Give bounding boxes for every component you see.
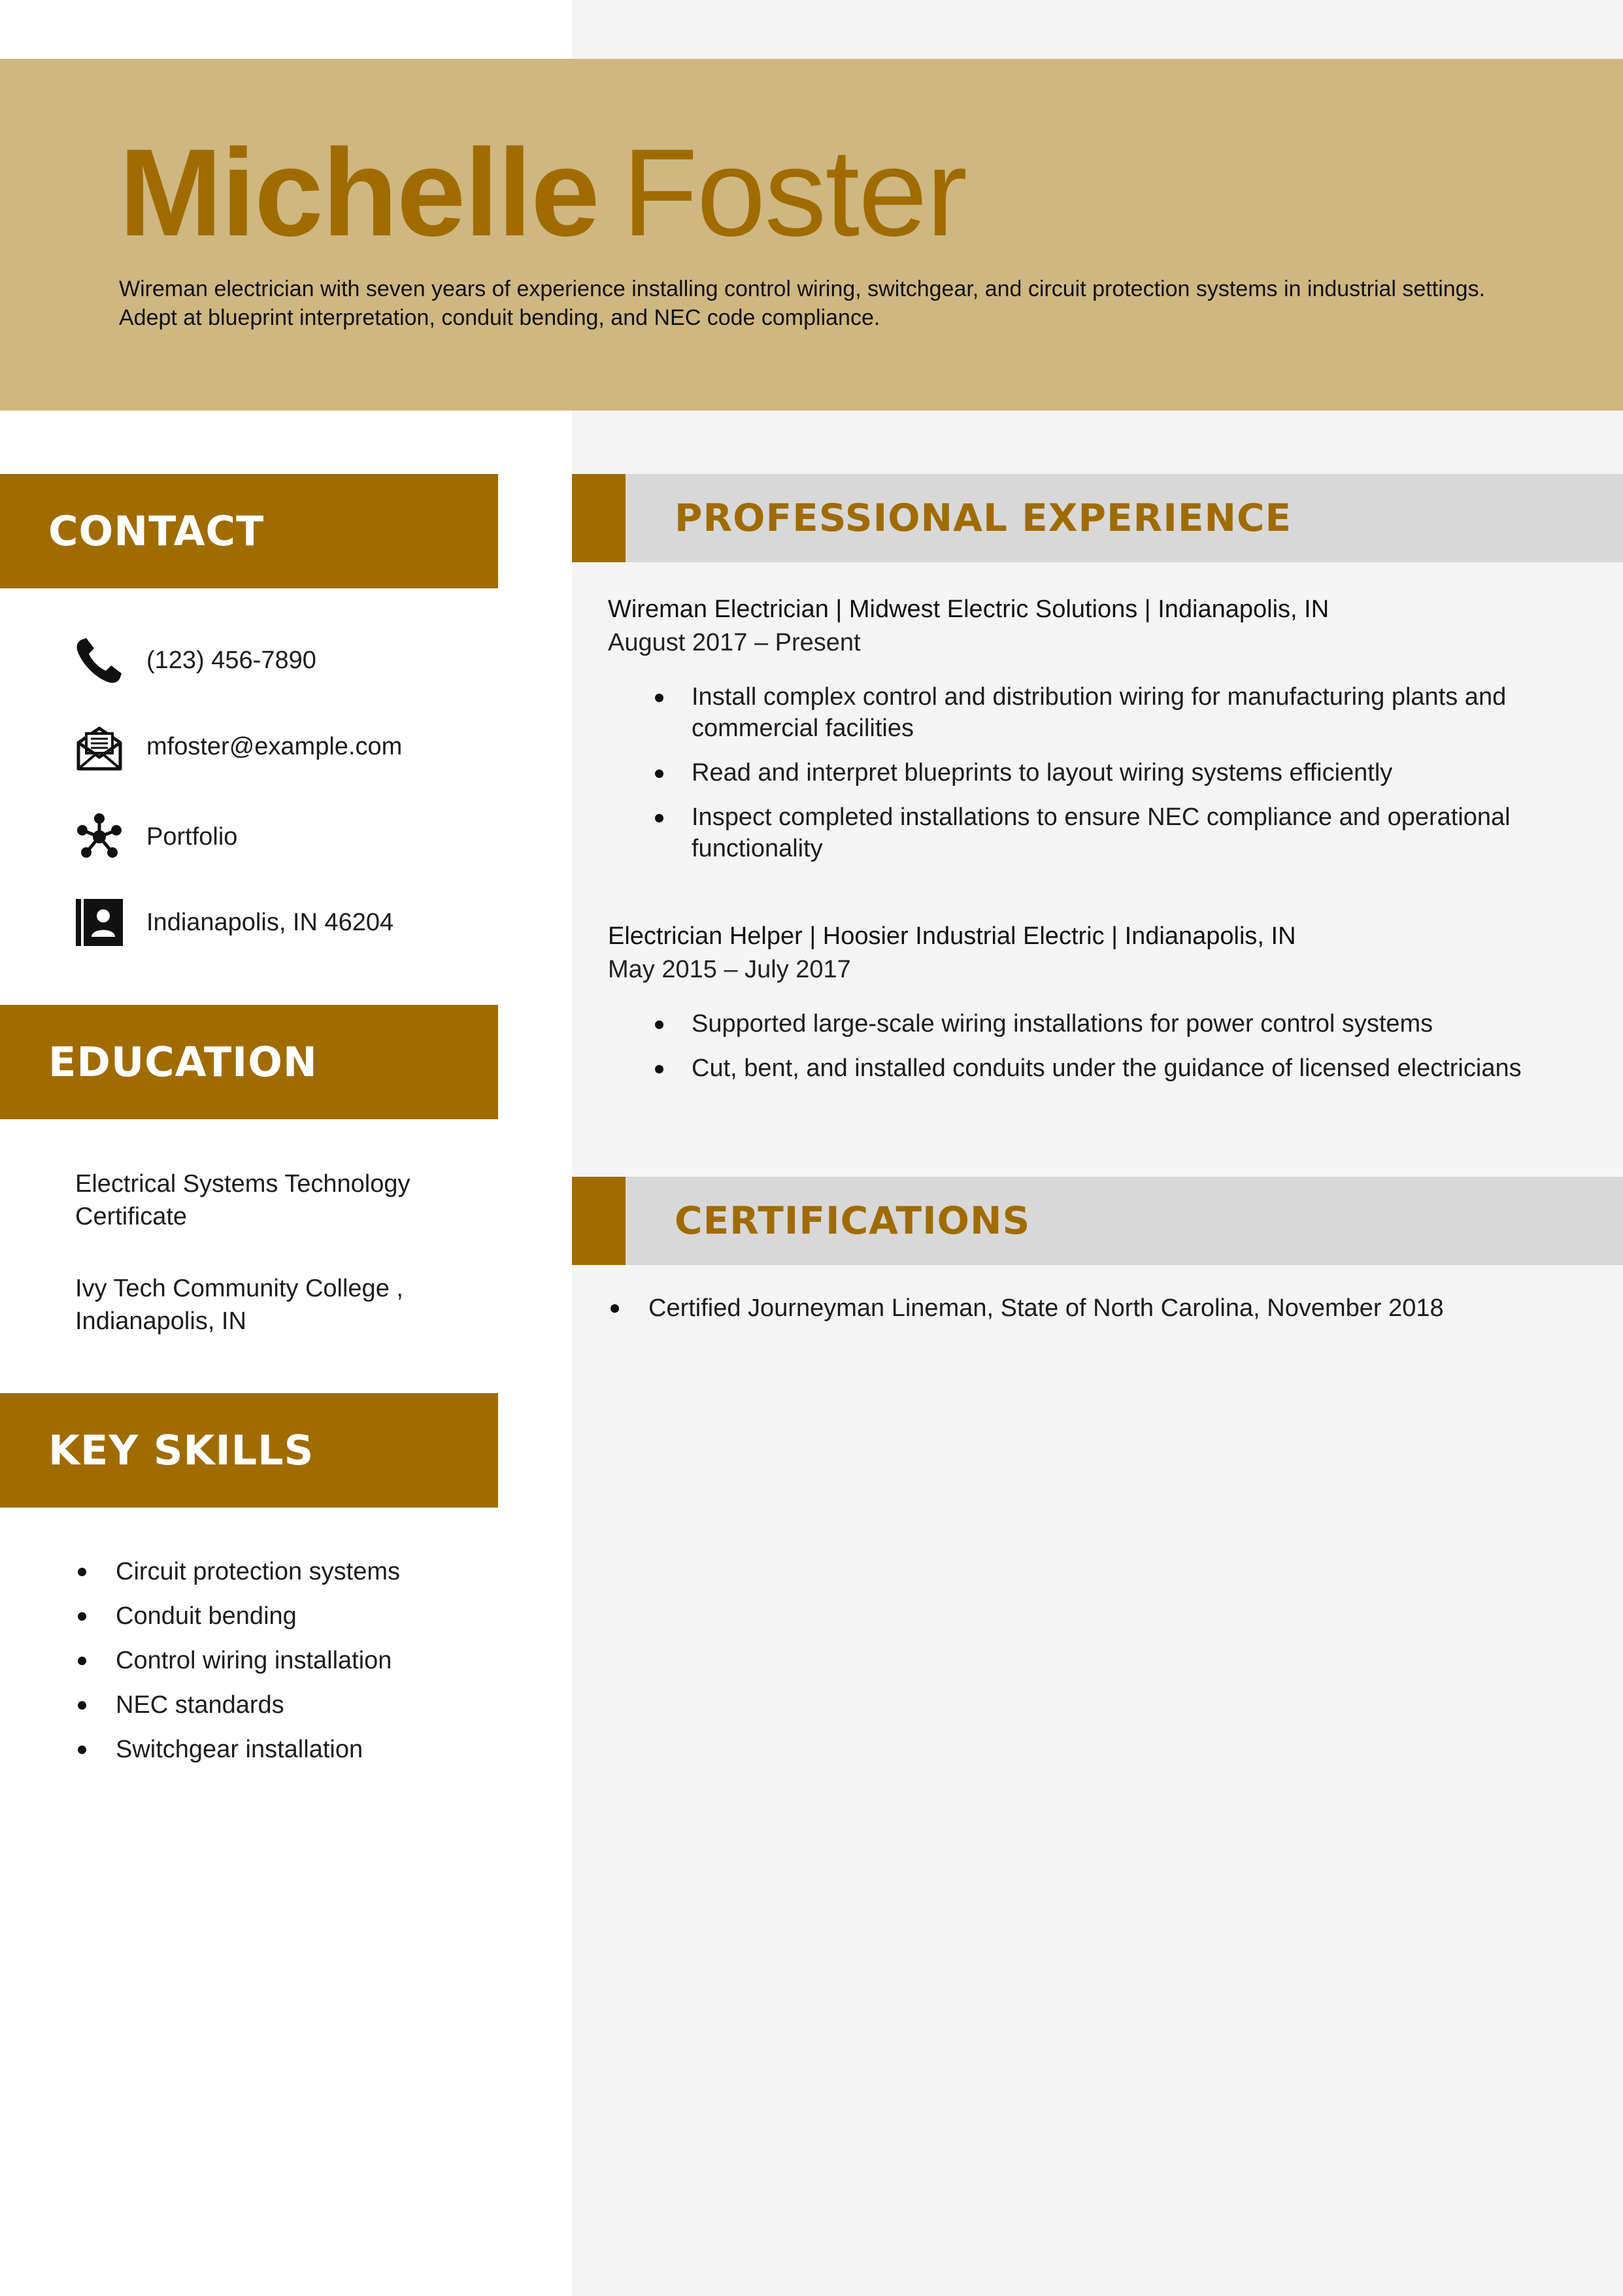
skill-item: Conduit bending — [75, 1594, 520, 1638]
heading-accent-tab — [572, 1177, 626, 1265]
skill-item: Switchgear installation — [75, 1727, 520, 1772]
certification-item: Certified Journeyman Lineman, State of North Carolina, November 2018 — [608, 1289, 1588, 1327]
job-dates: May 2015 – July 2017 — [608, 956, 851, 983]
contact-location — [73, 896, 492, 949]
last-name: Foster — [622, 124, 967, 262]
job-bullet: Cut, bent, and installed conduits under the guidance of licensed electricians — [608, 1053, 1554, 1084]
candidate-name — [119, 124, 967, 262]
contact-heading: CONTACT — [48, 507, 265, 555]
certifications-heading: CERTIFICATIONS — [675, 1198, 1031, 1243]
skills-heading-bar — [0, 1393, 498, 1508]
certifications-list — [608, 1289, 1588, 1327]
experience-heading-bar — [572, 474, 1623, 562]
address-book-icon — [73, 896, 125, 949]
job-title: Electrician Helper | Hoosier Industrial Electric | Indianapolis, IN — [608, 922, 1296, 950]
job-bullet: Supported large-scale wiring installations for power control systems — [608, 1008, 1554, 1039]
contact-portfolio[interactable] — [73, 811, 492, 863]
skills-heading: KEY SKILLS — [48, 1427, 314, 1474]
job-bullets — [608, 1008, 1588, 1084]
skill-item: NEC standards — [75, 1683, 520, 1727]
job-dates: August 2017 – Present — [608, 629, 861, 656]
education-heading-bar — [0, 1005, 498, 1119]
job-entry — [608, 592, 1588, 877]
job-bullet: Install complex control and distribution wiring for manufacturing plants and commercial facilities — [608, 681, 1554, 744]
network-icon — [73, 811, 125, 863]
email-text: mfoster@example.com — [146, 733, 403, 760]
portfolio-link: Portfolio — [146, 823, 238, 851]
contact-phone[interactable] — [73, 634, 492, 686]
location-text: Indianapolis, IN 46204 — [146, 909, 394, 936]
certifications-heading-bar — [572, 1177, 1623, 1265]
education-degree: Electrical Systems Technology Certificate — [75, 1170, 410, 1230]
first-name: Michelle — [119, 124, 599, 262]
mail-icon — [73, 720, 125, 773]
skill-item: Control wiring installation — [75, 1638, 520, 1683]
skills-list — [75, 1549, 520, 1772]
education-heading: EDUCATION — [48, 1038, 318, 1086]
skill-item: Circuit protection systems — [75, 1549, 520, 1594]
job-bullet: Read and interpret blueprints to layout wiring systems efficiently — [608, 757, 1554, 788]
job-title: Wireman Electrician | Midwest Electric Solutions | Indianapolis, IN — [608, 596, 1330, 623]
phone-text: (123) 456-7890 — [146, 647, 316, 674]
contact-email[interactable] — [73, 720, 492, 773]
job-bullet: Inspect completed installations to ensure NEC compliance and operational functionality — [608, 802, 1554, 864]
job-entry — [608, 919, 1588, 1097]
heading-accent-tab — [572, 474, 626, 562]
education-school: Ivy Tech Community College , Indianapolis, IN — [75, 1275, 403, 1335]
job-bullets — [608, 681, 1588, 864]
contact-heading-bar — [0, 474, 498, 588]
phone-icon — [73, 634, 125, 686]
profile-summary: Wireman electrician with seven years of experience installing control wiring, switchgear, and circuit protection systems in industrial settings. Adept at blueprint interpretation, conduit bending, and NEC code compliance. — [119, 277, 1486, 330]
experience-heading: PROFESSIONAL EXPERIENCE — [675, 496, 1292, 540]
